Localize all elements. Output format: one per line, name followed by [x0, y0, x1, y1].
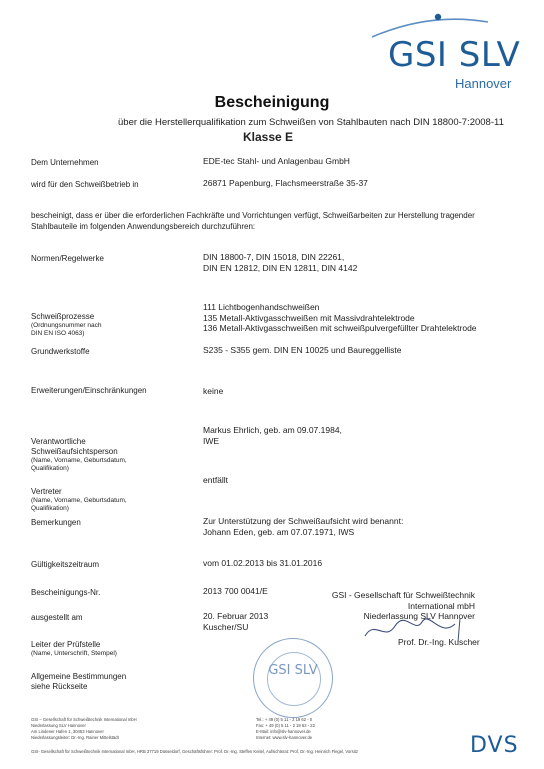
field-label-site: wird für den Schweißbetrieb in	[31, 180, 139, 189]
stamp-inner-ring	[267, 652, 321, 706]
document-title: Bescheinigung	[214, 94, 330, 111]
issuer-block: GSI - Gesellschaft für Schweißtechnik International mbH Niederlassung SLV Hannover	[331, 590, 475, 621]
field-label-supervisor-title: Verantwortliche Schweißaufsichtsperson	[31, 437, 118, 456]
field-value-extensions: keine	[203, 386, 224, 396]
field-label-company: Dem Unternehmen	[31, 158, 99, 167]
field-label-processes-title: Schweißprozesse	[31, 312, 95, 321]
intro-paragraph: bescheinigt, dass er über die erforderlichen Fachkräfte und Vorrichtungen verfügt, Schweißarbeiten zur Herstellung tragender Stahlbauteile im folgenden Anwendungsbereich durchzuführen:	[31, 211, 475, 231]
field-note-head: (Name, Unterschrift, Stempel)	[31, 650, 117, 657]
field-note-supervisor: (Name, Vorname, Geburtsdatum, Qualifikation)	[31, 457, 127, 472]
field-value-standards: DIN 18800-7, DIN 15018, DIN 22261, DIN EN 12812, DIN EN 12811, DIN 4142	[203, 252, 358, 273]
field-label-general-terms: Allgemeine Bestimmungen siehe Rückseite	[31, 672, 127, 691]
field-label-base-materials: Grundwerkstoffe	[31, 347, 90, 356]
footer-legal: GSI- Gesellschaft für Schweißtechnik International mbH, HRB 37719 Düsseldorf, Geschäftsführer: Prof. Dr.-Ing. Steffen Keitel, Aufsichtsrat: Prof. Dr.-Ing. Heinrich Flegel, Vorsitz	[31, 749, 358, 754]
document-subtitle: über die Herstellerqualifikation zum Schweißen von Stahlbauten nach DIN 18800-7:2008-11	[118, 117, 504, 128]
field-value-company: EDE-tec Stahl- und Anlagenbau GmbH	[203, 156, 350, 166]
footer-address: GSI – Gesellschaft für Schweißtechnik International mbH Niederlassung SLV Hannover Am Lindener Hafen 1, 30453 Hannover Niederlassungsleiter: Dr.-Ing. Rainer Mittelstädt	[31, 717, 137, 740]
field-label-standards: Normen/Regelwerke	[31, 254, 104, 263]
field-label-deputy-title: Vertreter	[31, 487, 62, 496]
stamp-text: GSI SLV	[268, 663, 318, 678]
field-value-cert-number: 2013 700 0041/E	[203, 586, 268, 596]
field-value-issued: 20. Februar 2013 Kuscher/SU	[203, 611, 269, 632]
field-value-supervisor: Markus Ehrlich, geb. am 09.07.1984, IWE	[203, 425, 342, 446]
field-value-processes: 111 Lichtbogenhandschweißen 135 Metall-Aktivgasschweißen mit Massivdrahtelektrode 136 Metall-Aktivgasschweißen mit schweißpulvergefüllter Drahtelektrode	[203, 302, 477, 333]
field-label-extensions: Erweiterungen/Einschränkungen	[31, 386, 147, 395]
field-label-head	[31, 640, 117, 658]
field-label-head-title: Leiter der Prüfstelle	[31, 640, 101, 649]
field-label-processes	[31, 302, 101, 348]
field-label-validity: Gültigkeitszeitraum	[31, 560, 100, 569]
dvs-logo: DVS	[470, 733, 519, 758]
field-label-deputy	[31, 477, 127, 523]
field-value-remarks: Zur Unterstützung der Schweißaufsicht wird benannt: Johann Eden, geb. am 07.07.1971, IWS	[203, 516, 404, 537]
field-note-processes: (Ordnungsnummer nach DIN EN ISO 4063)	[31, 322, 102, 337]
field-value-validity: vom 01.02.2013 bis 31.01.2016	[203, 558, 323, 568]
field-value-deputy: entfällt	[203, 475, 229, 485]
field-label-cert-number: Bescheinigungs-Nr.	[31, 588, 101, 597]
field-label-issued: ausgestellt am	[31, 613, 83, 622]
logo-city: Hannover	[455, 76, 512, 91]
official-stamp	[253, 638, 333, 718]
field-value-base-materials: S235 - S355 gem. DIN EN 10025 und Baureggelliste	[203, 345, 402, 355]
logo-brand: GSI SLV	[388, 35, 521, 75]
field-label-remarks: Bemerkungen	[31, 518, 81, 527]
footer-contact: Tel.: + 49 (0) 5 11 - 2 19 62 - 0 Fax: + 49 (0) 5 11 - 2 19 62 - 22 E-Mail: info@slv-hannover.de Internet: www.slv-hannover.de	[256, 717, 315, 740]
class-label: Klasse E	[243, 130, 294, 144]
field-value-site: 26871 Papenburg, Flachsmeerstraße 35-37	[203, 178, 368, 188]
field-label-supervisor	[31, 427, 127, 483]
field-note-deputy: (Name, Vorname, Geburtsdatum, Qualifikation)	[31, 497, 127, 512]
signatory-name: Prof. Dr.-Ing. Kuscher	[398, 637, 480, 647]
